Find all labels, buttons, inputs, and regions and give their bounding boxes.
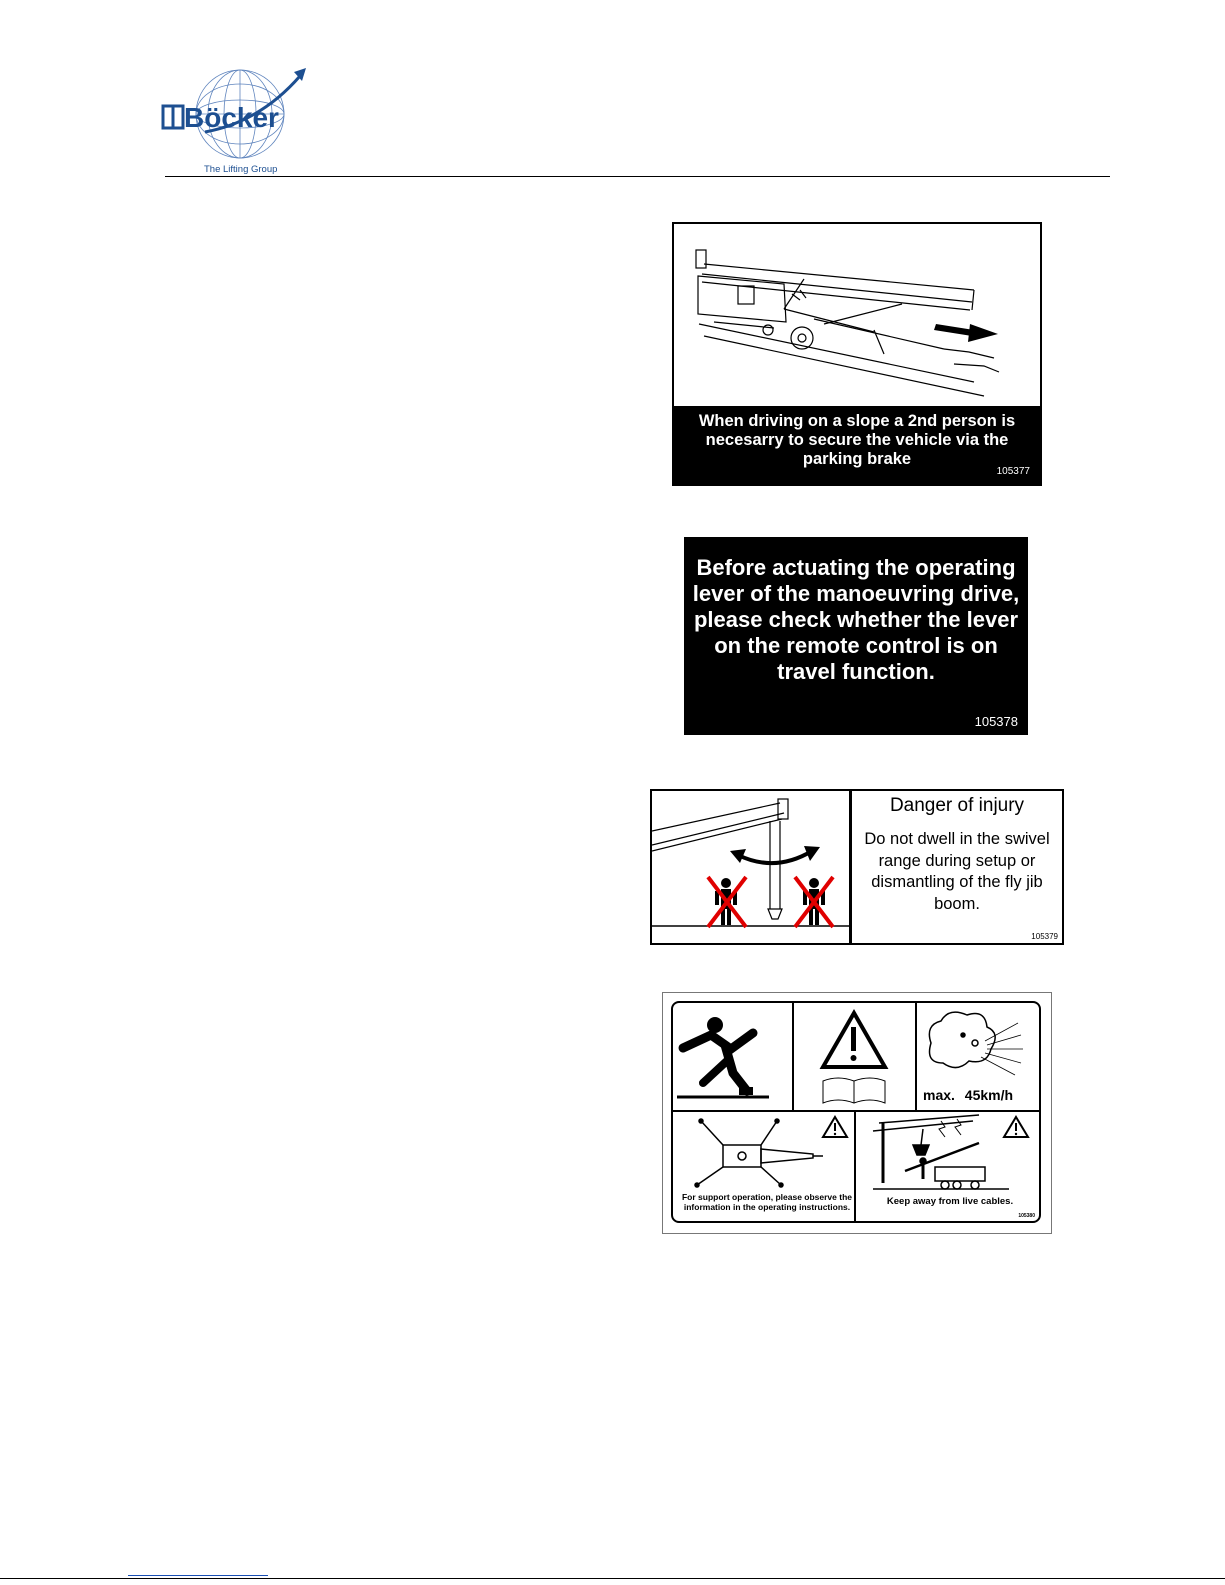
lever-check-label [684, 537, 1028, 735]
slope-warning-caption [674, 406, 1040, 484]
danger-of-injury-label [650, 789, 1064, 945]
slip-hazard-icon [677, 1017, 769, 1097]
pictogram-panel [671, 1001, 1041, 1223]
trailer-on-slope-illustration [674, 224, 1040, 406]
warning-triangle-small-icon [1004, 1117, 1028, 1137]
company-logo [160, 62, 318, 176]
pictogram-grid [673, 1003, 1041, 1223]
live-cables-icon [873, 1115, 1009, 1189]
support-operation-text: For support operation, please observe the information in the operating instructions. [681, 1192, 853, 1212]
danger-title: Danger of injury [889, 795, 1025, 816]
read-manual-warning-icon [823, 1013, 885, 1103]
globe-logo-graphic [160, 62, 318, 176]
safety-pictogram-label [662, 992, 1052, 1234]
label-code: 105377 [996, 466, 1030, 477]
slope-warning-text: When driving on a slope a 2nd person is necesarry to secure the vehicle via the parking brake [698, 412, 1016, 468]
support-outrigger-icon [695, 1119, 823, 1187]
live-cables-text: Keep away from live cables. [886, 1196, 1014, 1207]
footer-rule [0, 1578, 1225, 1579]
header-rule [165, 176, 1110, 177]
wind-limit-icon [929, 1012, 1023, 1075]
warning-triangle-small-icon [823, 1117, 847, 1137]
danger-body-text: Do not dwell in the swivel range during setup or dismantling of the fly jib boom. [864, 830, 1050, 913]
label-code: 105380 [1018, 1213, 1035, 1219]
logo-tagline: The Lifting Group [204, 164, 278, 175]
lever-check-text: Before actuating the operating lever of the manoeuvring drive, please check whether the lever on the remote control is on travel function. [692, 555, 1020, 684]
label-code: 105379 [1031, 932, 1058, 941]
swivel-range-illustration [652, 791, 849, 943]
logo-wordmark: Böcker [184, 102, 279, 133]
footer-link-underline [128, 1575, 268, 1576]
wind-limit-text: max. 45km/h [923, 1087, 1014, 1103]
label-code: 105378 [974, 714, 1018, 729]
slope-warning-label [672, 222, 1042, 486]
